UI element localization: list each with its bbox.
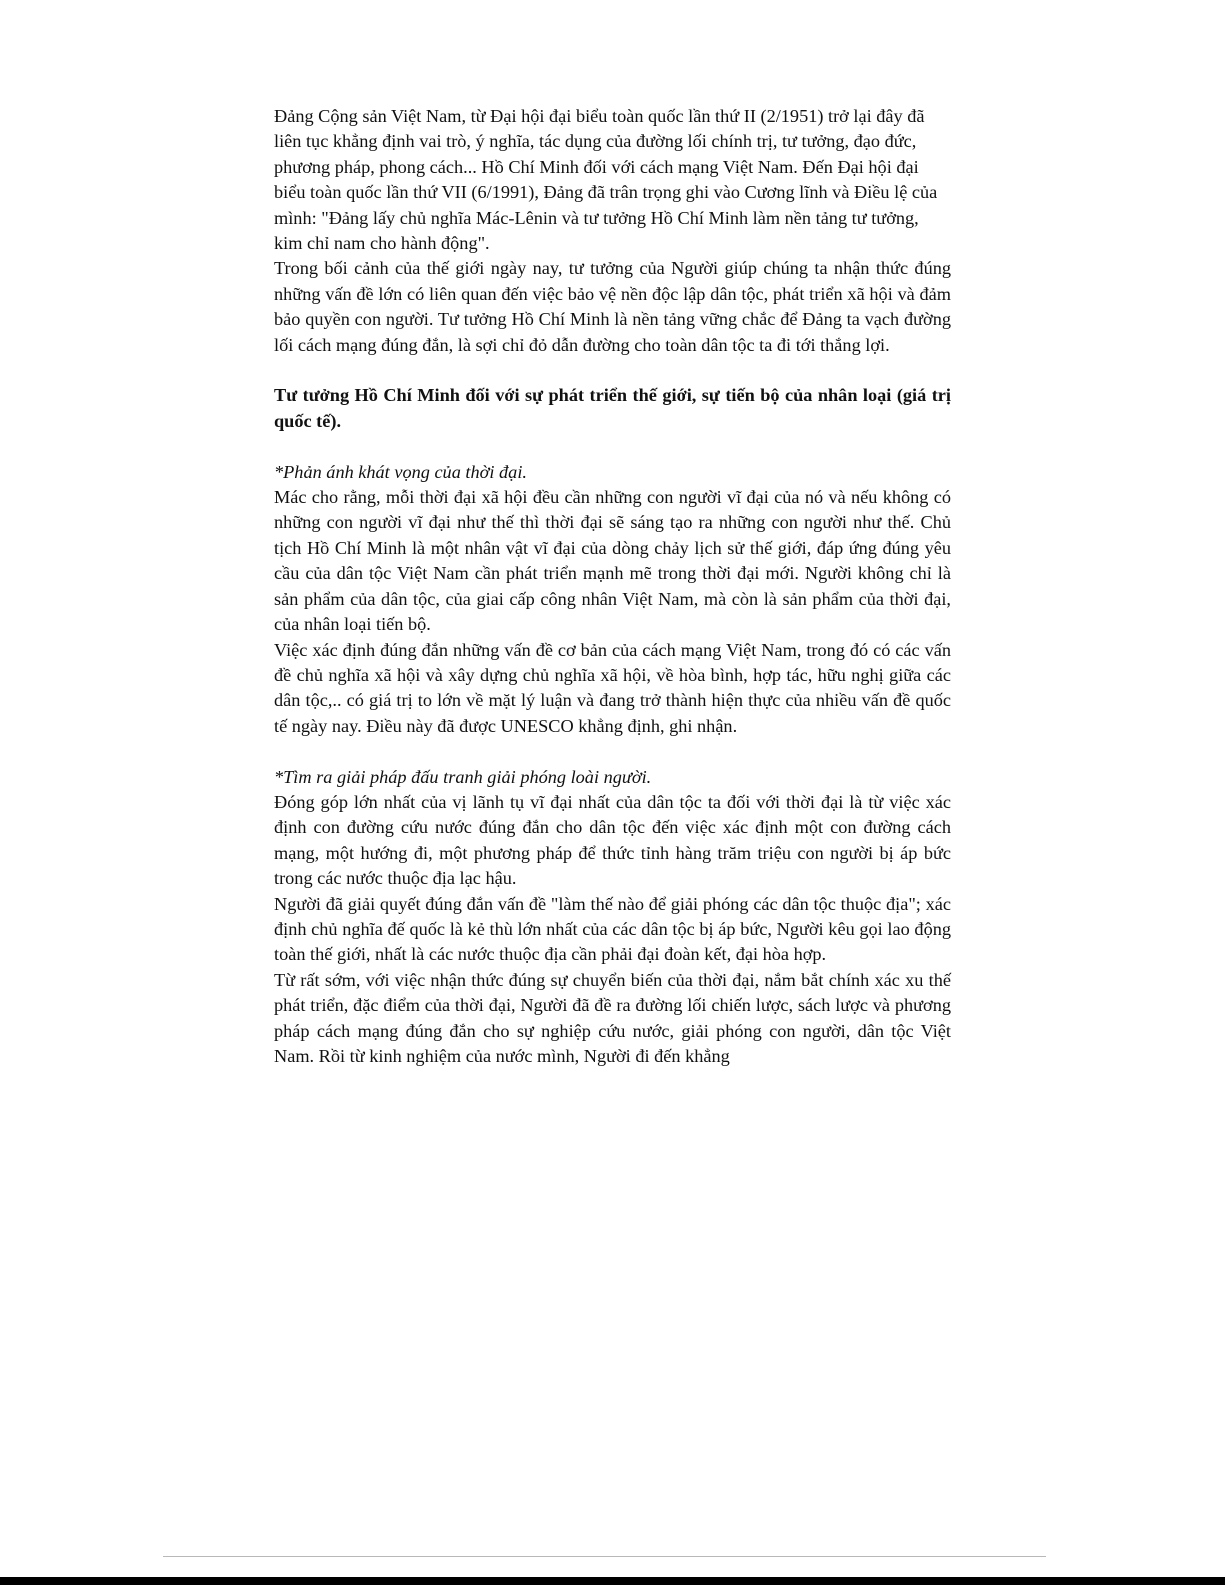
page-divider bbox=[163, 1556, 1046, 1557]
subsection-1-title: *Phản ánh khát vọng của thời đại. bbox=[274, 461, 527, 482]
paragraph-intro-1: Đảng Cộng sản Việt Nam, từ Đại hội đại biểu toàn quốc lần thứ II (2/1951) trở lại đây đã liên tục khẳng định vai trò, ý nghĩa, tác dụng của đường lối chính trị, tư tưởng, đạo đức, phương pháp, phong cách... Hồ Chí Minh đối với cách mạng Việt Nam. Đến Đại hội đại biểu toàn quốc lần thứ VII (6/1991), Đảng đã trân trọng ghi vào Cương lĩnh và Điều lệ của mình: "Đảng lấy chủ nghĩa Mác-Lênin và tư tưởng Hồ Chí Minh làm nền tảng tư tưởng, kim chỉ nam cho hành động". bbox=[274, 106, 938, 254]
section-heading: Tư tưởng Hồ Chí Minh đối với sự phát triển thế giới, sự tiến bộ của nhân loại (giá trị quốc tế). bbox=[274, 385, 951, 431]
paragraph-intro-2: Trong bối cảnh của thế giới ngày nay, tư tưởng của Người giúp chúng ta nhận thức đúng những vấn đề lớn có liên quan đến việc bảo vệ nền độc lập dân tộc, phát triển xã hội và đảm bảo quyền con người. Tư tưởng Hồ Chí Minh là nền tảng vững chắc để Đảng ta vạch đường lối cách mạng đúng đắn, là sợi chỉ đỏ dẫn đường cho toàn dân tộc ta đi tới thắng lợi. bbox=[274, 258, 951, 355]
spacer bbox=[274, 434, 951, 459]
subsection-2-paragraph-2: Người đã giải quyết đúng đắn vấn đề "làm thế nào để giải phóng các dân tộc thuộc địa"; xác định chủ nghĩa đế quốc là kẻ thù lớn nhất của các dân tộc bị áp bức, Người kêu gọi lao động toàn thế giới, nhất là các nước thuộc địa cần phải đại đoàn kết, đại hòa hợp. bbox=[274, 893, 951, 965]
subsection-2-paragraph-1: Đóng góp lớn nhất của vị lãnh tụ vĩ đại nhất của dân tộc ta đối với thời đại là từ việc xác định con đường cứu nước đúng đắn cho dân tộc đến việc xác định một con đường cách mạng, một hướng đi, một phương pháp để thức tỉnh hàng trăm triệu con người bị áp bức trong các nước thuộc địa lạc hậu. bbox=[274, 791, 951, 889]
page-bottom-edge bbox=[0, 1577, 1225, 1585]
document-body bbox=[274, 104, 951, 1069]
spacer bbox=[274, 739, 951, 764]
spacer bbox=[274, 358, 951, 383]
subsection-2-paragraph-3: Từ rất sớm, với việc nhận thức đúng sự chuyển biến của thời đại, nắm bắt chính xác xu thế phát triển, đặc điểm của thời đại, Người đã đề ra đường lối chiến lược, sách lược và phương pháp cách mạng đúng đắn cho sự nghiệp cứu nước, giải phóng con người, dân tộc Việt Nam. Rồi từ kinh nghiệm của nước mình, Người đi đến khẳng bbox=[274, 969, 951, 1066]
subsection-1-paragraph-1: Mác cho rằng, mỗi thời đại xã hội đều cần những con người vĩ đại của nó và nếu không có những con người vĩ đại như thế thì thời đại sẽ sáng tạo ra những con người như thế. Chủ tịch Hồ Chí Minh là một nhân vật vĩ đại của dòng chảy lịch sử thế giới, đáp ứng đúng yêu cầu của dân tộc Việt Nam cần phát triển mạnh mẽ trong thời đại mới. Người không chỉ là sản phẩm của dân tộc, của giai cấp công nhân Việt Nam, mà còn là sản phẩm của thời đại, của nhân loại tiến bộ. bbox=[274, 487, 951, 635]
subsection-2-title: *Tìm ra giải pháp đấu tranh giải phóng loài người. bbox=[274, 766, 652, 787]
subsection-1-paragraph-2: Việc xác định đúng đắn những vấn đề cơ bản của cách mạng Việt Nam, trong đó có các vấn đề chủ nghĩa xã hội và xây dựng chủ nghĩa xã hội, về hòa bình, hợp tác, hữu nghị giữa các dân tộc,.. có giá trị to lớn về mặt lý luận và đang trở thành hiện thực của nhiều vấn đề quốc tế ngày nay. Điều này đã được UNESCO khẳng định, ghi nhận. bbox=[274, 639, 951, 736]
